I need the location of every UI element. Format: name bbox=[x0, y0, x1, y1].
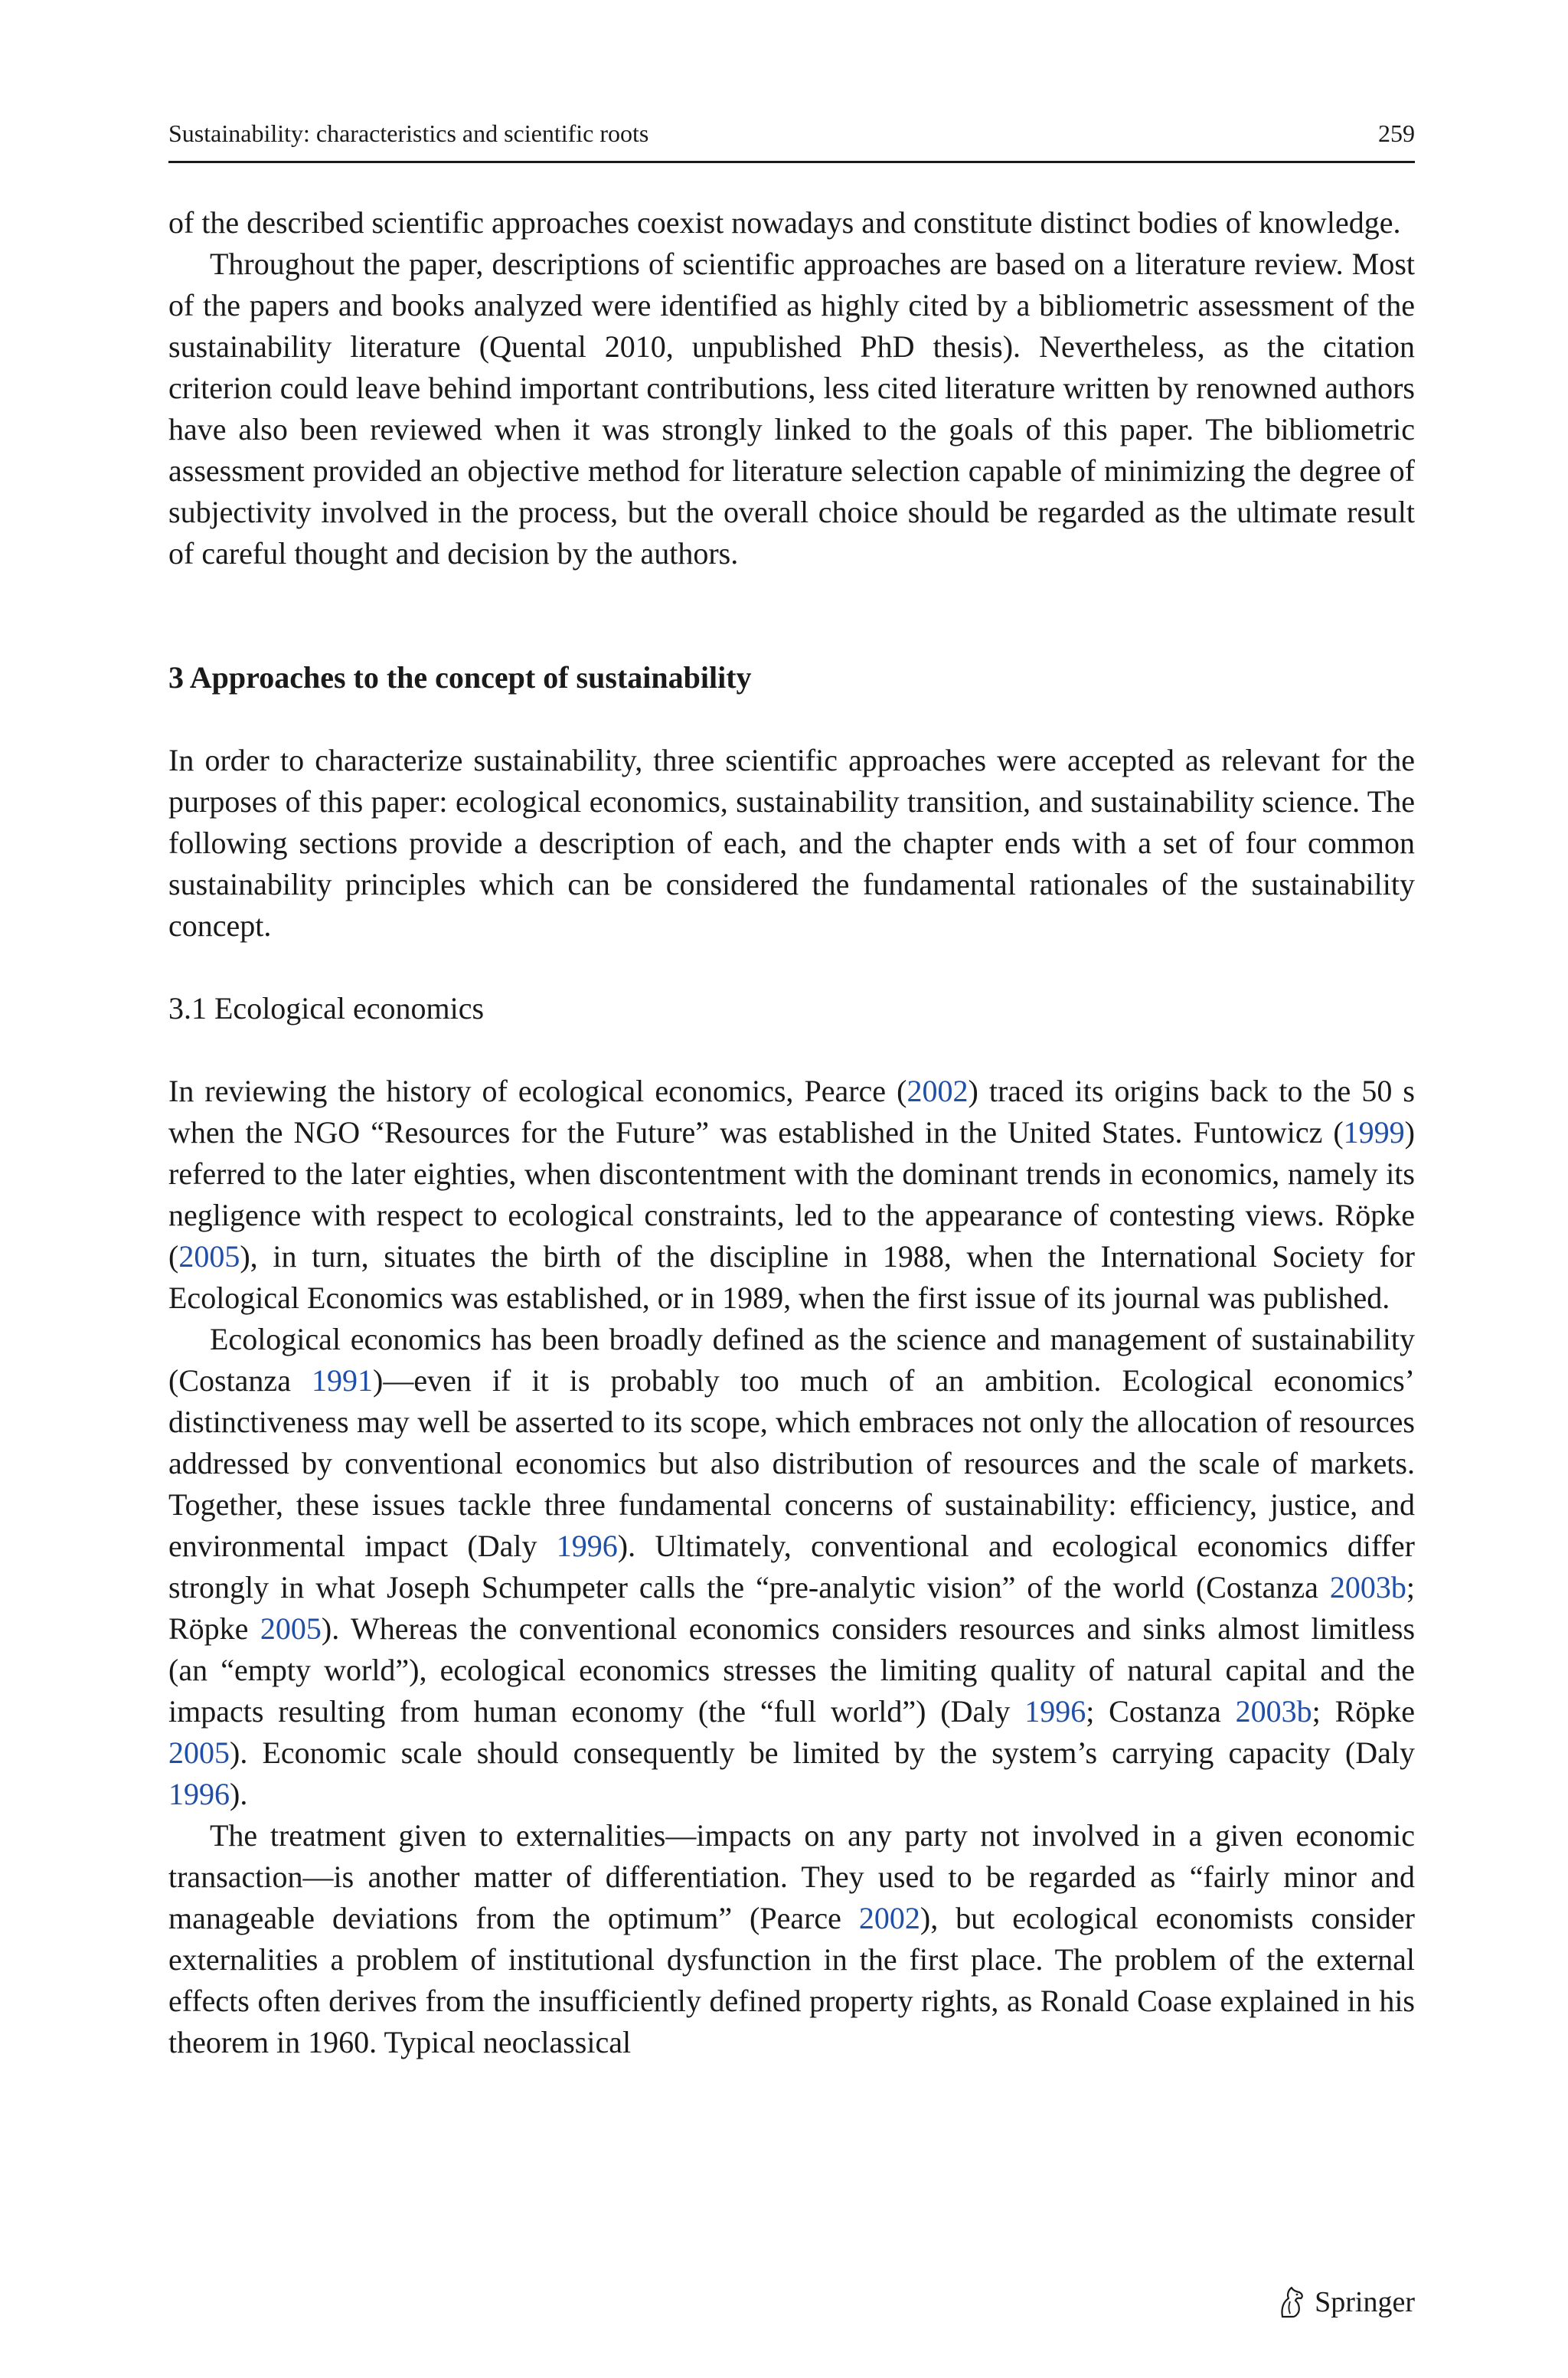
text-run: ), in turn, situates the birth of the discipline in 1988, when the International Society for Ecological Economics was established, or in 1989, when the first issue of its journal was published. bbox=[168, 1239, 1415, 1315]
citation-link[interactable]: 2002 bbox=[906, 1074, 969, 1108]
text-run: )—even if it is probably too much of an ambition. Ecological economics’ distinctiveness may well be asserted to its scope, which embraces not only the allocation of resources addressed by conventional economics but also distribution of resources and the scale of markets. Together, these issues tackle three fundamental concerns of sustainability: efficiency, justice, and environmental impact (Daly bbox=[168, 1363, 1415, 1563]
text-run: ). Ultimately, conventional and ecological economics differ strongly in what Joseph Schumpeter calls the “pre-analytic vision” of the world (Costanza bbox=[168, 1529, 1415, 1604]
paragraph bbox=[168, 1071, 1415, 1319]
article-body bbox=[168, 202, 1415, 2063]
citation-link[interactable]: 2005 bbox=[178, 1239, 240, 1274]
text-run: Ecological economics has been broadly defined as the science and management of sustainability (Costanza bbox=[168, 1322, 1415, 1398]
citation-link[interactable]: 2003b bbox=[1235, 1694, 1312, 1729]
text-run: ). Whereas the conventional economics considers resources and sinks almost limitless (an “empty world”), ecological economics stresses the limiting quality of natural capital and the impacts resulting from human economy (the “full world”) (Daly bbox=[168, 1611, 1416, 1729]
text-run: ) traced its origins back to the 50 s when the NGO “Resources for the Future” was established in the United States. Funtowicz ( bbox=[168, 1074, 1415, 1150]
citation-link[interactable]: 1996 bbox=[1024, 1694, 1086, 1729]
citation-link[interactable]: 2005 bbox=[168, 1735, 230, 1770]
citation-link[interactable]: 2002 bbox=[858, 1901, 920, 1935]
text-run: ), but ecological economists consider externalities a problem of institutional dysfunction in the first place. The problem of the external effects often derives from the insufficiently defined property rights, as Ronald Coase explained in his theorem in 1960. Typical neoclassical bbox=[168, 1901, 1415, 2059]
paragraph: In order to characterize sustainability, three scientific approaches were accepted as relevant for the purposes of this paper: ecological economics, sustainability transition, and sustainability science. The following sections provide a description of each, and the chapter ends with a set of four common sustainability principles which can be considered the fundamental rationales of the sustainability concept. bbox=[168, 743, 1415, 943]
citation-link[interactable]: 2003b bbox=[1329, 1570, 1406, 1604]
text-run: ). bbox=[230, 1777, 248, 1811]
paragraph: of the described scientific approaches coexist nowadays and constitute distinct bodies of knowledge. bbox=[168, 205, 1401, 240]
text-run: ; Costanza bbox=[1086, 1694, 1236, 1729]
springer-horse-icon bbox=[1276, 2285, 1307, 2320]
page-number: 259 bbox=[1378, 119, 1415, 147]
subsection-heading: 3.1 Ecological economics bbox=[168, 991, 485, 1025]
paragraph bbox=[168, 1319, 1415, 1815]
citation-link[interactable]: 1991 bbox=[312, 1363, 374, 1398]
text-run: ; Röpke bbox=[168, 1570, 1415, 1646]
running-title: Sustainability: characteristics and scientific roots bbox=[168, 119, 649, 147]
text-run: ) referred to the later eighties, when discontentment with the dominant trends in economics, namely its negligence with respect to ecological constraints, led to the appearance of contesting views. Röpke ( bbox=[168, 1115, 1415, 1274]
text-run: The treatment given to externalities—impacts on any party not involved in a given economic transaction—is another matter of differentiation. They used to be regarded as “fairly minor and manageable deviations from the optimum” (Pearce bbox=[168, 1818, 1415, 1935]
citation-link[interactable]: 1999 bbox=[1343, 1115, 1405, 1150]
text-run: In reviewing the history of ecological economics, Pearce ( bbox=[168, 1074, 907, 1108]
paragraph bbox=[168, 1815, 1415, 2063]
citation-link[interactable]: 1996 bbox=[168, 1777, 230, 1811]
publisher-name: Springer bbox=[1315, 2286, 1415, 2318]
publisher-logo bbox=[1276, 2281, 1415, 2324]
section-heading: 3 Approaches to the concept of sustainability bbox=[168, 660, 752, 695]
citation-link[interactable]: 2005 bbox=[260, 1611, 322, 1646]
citation-link[interactable]: 1996 bbox=[556, 1529, 618, 1563]
text-run: ; Röpke bbox=[1312, 1694, 1415, 1729]
text-run: ). Economic scale should consequently be limited by the system’s carrying capacity (Daly bbox=[230, 1735, 1415, 1770]
running-header bbox=[168, 115, 1415, 163]
paragraph: Throughout the paper, descriptions of scientific approaches are based on a literature review. Most of the papers and books analyzed were identified as highly cited by a bibliometric assessment of the sustainability literature (Quental 2010, unpublished PhD thesis). Nevertheless, as the citation criterion could leave behind important contributions, less cited literature written by renowned authors have also been reviewed when it was strongly linked to the goals of this paper. The bibliometric assessment provided an objective method for literature selection capable of minimizing the degree of subjectivity involved in the process, but the overall choice should be regarded as the ultimate result of careful thought and decision by the authors. bbox=[168, 247, 1415, 571]
